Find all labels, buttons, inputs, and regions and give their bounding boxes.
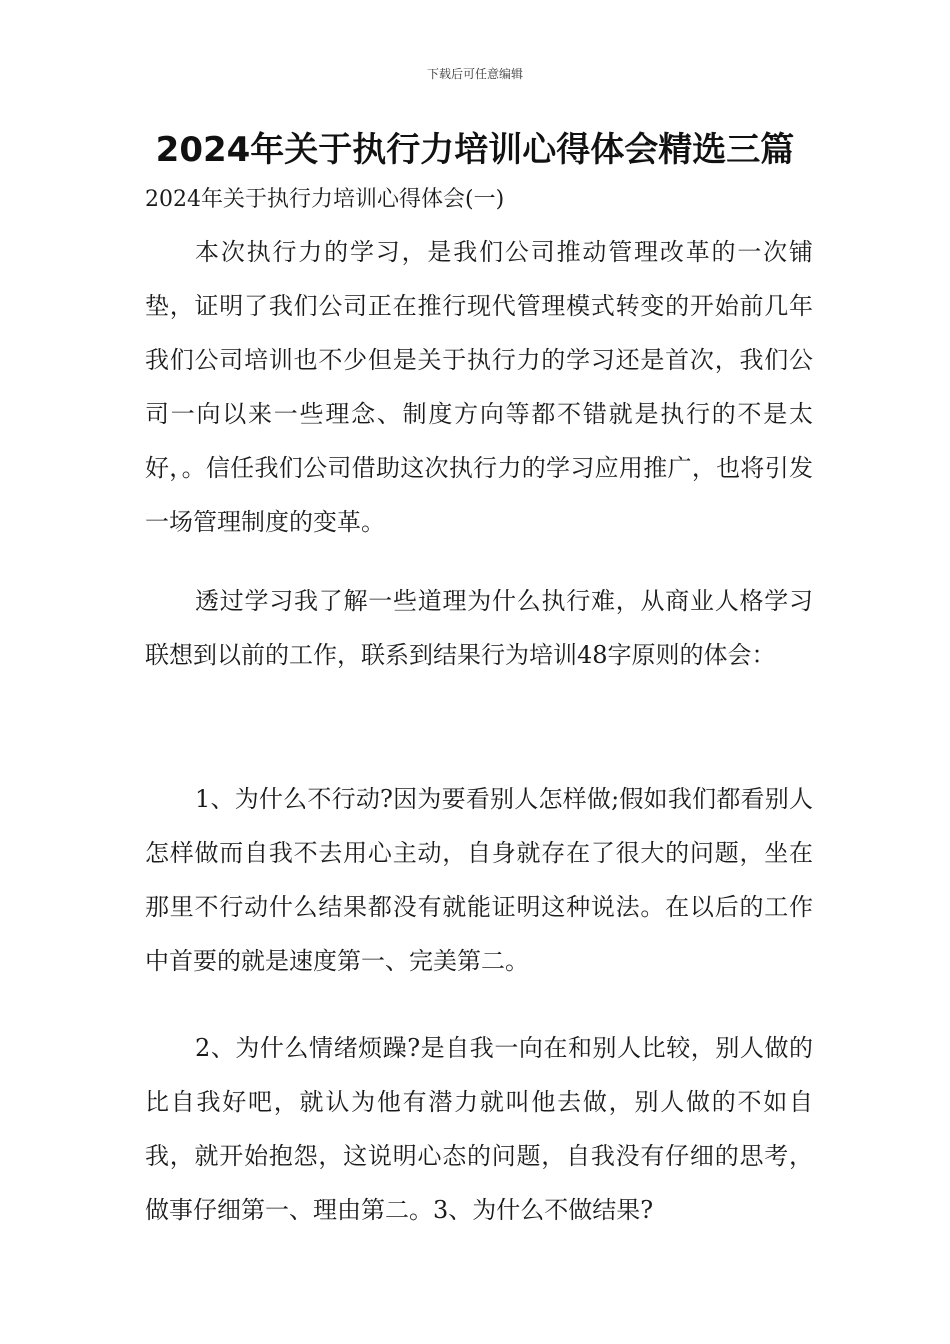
paragraph-intro: 本次执行力的学习，是我们公司推动管理改革的一次铺垫，证明了我们公司正在推行现代管理模式转变的开始前几年我们公司培训也不少但是关于执行力的学习还是首次，我们公司一向以来一些理念、制度方向等都不错就是执行的不是太好，。信任我们公司借助这次执行力的学习应用推广，也将引发一场管理制度的变革。 <box>145 238 813 536</box>
document-title: 2024年关于执行力培训心得体会精选三篇 <box>155 130 795 170</box>
section-subtitle: 2024年关于执行力培训心得体会(一) <box>145 187 505 212</box>
paragraph-point-1: 1、为什么不行动?因为要看别人怎样做;假如我们都看别人怎样做而自我不去用心主动，自身就存在了很大的问题，坐在那里不行动什么结果都没有就能证明这种说法。在以后的工作中首要的就是速度第一、完美第二。 <box>145 785 813 975</box>
header-note: 下载后可任意编辑 <box>426 67 523 81</box>
paragraph-point-2: 2、为什么情绪烦躁?是自我一向在和别人比较，别人做的比自我好吧，就认为他有潜力就叫他去做，别人做的不如自我，就开始抱怨，这说明心态的问题，自我没有仔细的思考，做事仔细第一、理由第二。3、为什么不做结果? <box>145 1034 813 1224</box>
paragraph-understanding: 透过学习我了解一些道理为什么执行难，从商业人格学习联想到以前的工作，联系到结果行为培训48字原则的体会： <box>145 587 813 669</box>
